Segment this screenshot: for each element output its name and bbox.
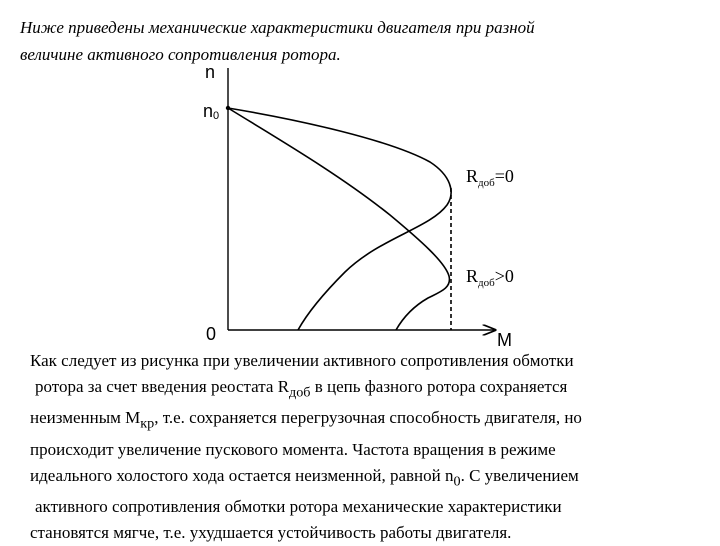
n0-label: n0 <box>203 101 220 122</box>
intro-line-2: величине активного сопротивления ротора. <box>20 45 341 64</box>
body-line-4: происходит увеличение пускового момента. Частота вращения в режиме <box>30 439 556 459</box>
axis-m-label: M <box>497 330 512 350</box>
curve-rdob-zero <box>228 108 451 330</box>
explanation-paragraph <box>30 348 710 546</box>
body-line-6: активного сопротивления обмотки ротора механические характеристики <box>35 497 562 517</box>
body-line-2: ротора за счет введения реостата $R_{доб}$ в цепь фазного ротора сохраняется <box>35 377 568 401</box>
n0-point <box>226 106 230 110</box>
body-line-5: идеального холостого хода остается неизменной, равной $n_0$. С увеличением <box>30 465 579 490</box>
axis-n-label: n <box>205 62 216 82</box>
origin-label: 0 <box>206 324 217 344</box>
body-line-3: неизменным $M_{кр}$, т.е. сохраняется перегрузочная способность двигателя, но <box>30 408 582 432</box>
body-line-1: Как следует из рисунка при увеличении активного сопротивления обмотки <box>30 351 574 370</box>
intro-line-1: Ниже приведены механические характеристики двигателя при разной <box>20 18 535 37</box>
body-line-7: становятся мягче, т.е. ухудшается устойчивость работы двигателя. <box>30 523 512 543</box>
label-rdob-positive: $R_{доб}>0$ <box>466 266 514 289</box>
label-rdob-zero: $R_{доб}=0$ <box>466 166 514 189</box>
curve-rdob-positive <box>228 108 449 330</box>
